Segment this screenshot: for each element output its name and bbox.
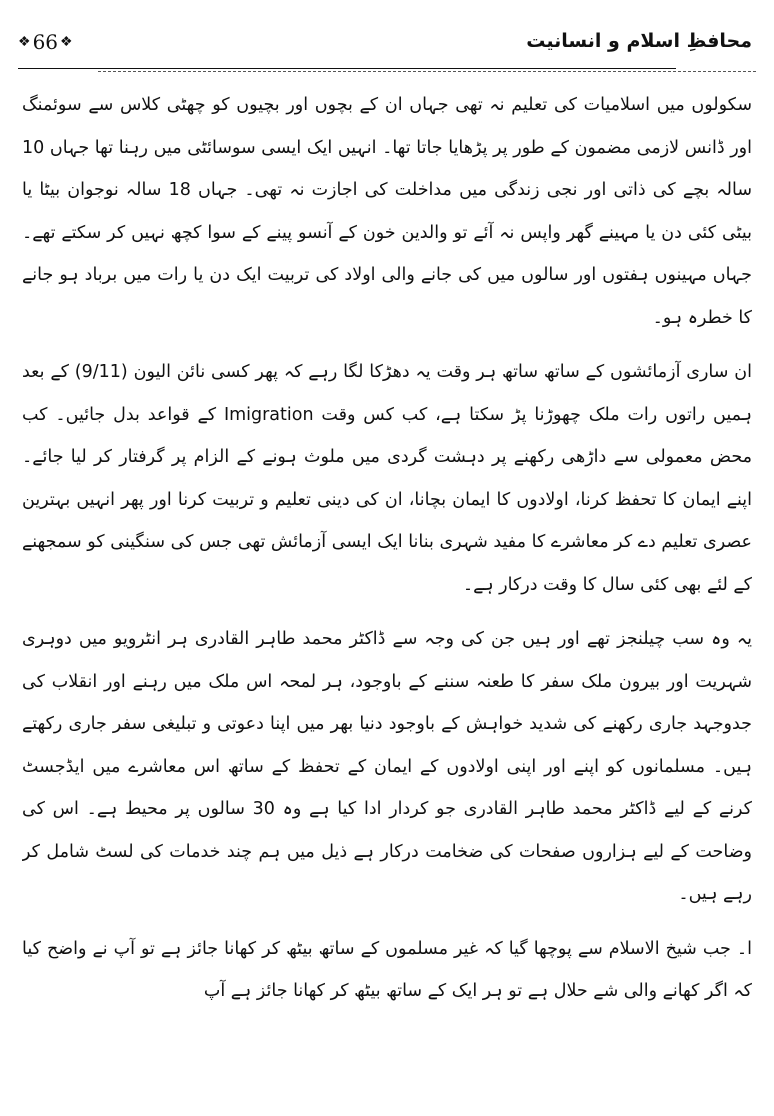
page-number	[18, 30, 73, 54]
ornament-left-icon: ❖	[18, 34, 31, 50]
paragraph: ا۔ جب شیخ الاسلام سے پوچھا گیا کہ غیر مسلموں کے ساتھ بیٹھ کر کھانا جائز ہے تو آپ نے واضح کیا کہ اگر کھانے والی شے حلال ہے تو ہر ایک کے ساتھ بیٹھ کر کھانا جائز ہے آپ	[22, 938, 752, 1001]
ornament-right-icon: ❖	[60, 34, 73, 50]
running-title: محافظِ اسلام و انسانیت	[526, 30, 752, 52]
paragraph: ان ساری آزمائشوں کے ساتھ ساتھ ہر وقت یہ دھڑکا لگا رہے کہ پھر کسی نائن الیون (9/11) کے بعد ہمیں راتوں رات ملک چھوڑنا پڑ سکتا ہے، کب کس وقت Imigration کے قواعد بدل جائیں۔ کب محض معمولی سے داڑھی رکھنے پر دہشت گردی میں ملوث ہونے کے الزام پر گرفتار کر لیا جائے۔ اپنے ایمان کا تحفظ کرنا، اولادوں کا ایمان بچانا، ان کی دینی تعلیم و تربیت کرنا اور پھر انہیں بہترین عصری تعلیم دے کر معاشرے کا مفید شہری بنانا ایک ایسی آزمائش تھی جس کی سنگینی کو سمجھنے کے لئے بھی کئی سال کا وقت درکار ہے۔	[22, 362, 752, 595]
page-body	[22, 84, 752, 1110]
header-divider	[18, 68, 676, 69]
paragraph: یہ وہ سب چیلنجز تھے اور ہیں جن کی وجہ سے ڈاکٹر محمد طاہر القادری ہر انٹرویو میں دوہری شہریت اور بیرون ملک سفر کا طعنہ سننے کے باوجود، ہر لمحہ اس ملک میں رہنے اور انقلاب کی جدوجہد جاری رکھنے کی شدید خواہش کے باوجود دنیا بھر میں اپنا دعوتی و تبلیغی سفر جاری رکھتے ہیں۔ مسلمانوں کو اپنے اور اپنی اولادوں کے ایمان کے تحفظ کے ساتھ اس معاشرے میں ایڈجسٹ کرنے کے لیے ڈاکٹر محمد طاہر القادری جو کردار ادا کیا ہے وہ 30 سالوں پر محیط ہے۔ اس کی وضاحت کے لیے ہزاروں صفحات کی ضخامت درکار ہے ذیل میں ہم چند خدمات کی لسٹ شامل کر رہے ہیں۔	[22, 629, 752, 904]
header-divider-dashed	[98, 71, 756, 72]
page-header	[0, 0, 774, 80]
page-number-text: 66	[32, 30, 59, 54]
paragraph: سکولوں میں اسلامیات کی تعلیم نہ تھی جہاں ان کے بچوں اور بچیوں کو چھٹی کلاس سے سوئمنگ اور ڈانس لازمی مضمون کے طور پر پڑھایا جاتا تھا۔ انہیں ایک ایسی سوسائٹی میں رہنا تھا جہاں 10 سالہ بچے کی ذاتی اور نجی زندگی میں مداخلت کی اجازت نہ تھی۔ جہاں 18 سالہ نوجوان بیٹا یا بیٹی کئی دن یا مہینے گھر واپس نہ آئے تو والدین خون کے آنسو پینے کے سوا کچھ نہیں کر سکتے تھے۔ جہاں مہینوں ہفتوں اور سالوں میں کی جانے والی اولاد کی تربیت ایک دن یا رات میں برباد ہو جانے کا خطرہ ہو۔	[22, 95, 752, 328]
